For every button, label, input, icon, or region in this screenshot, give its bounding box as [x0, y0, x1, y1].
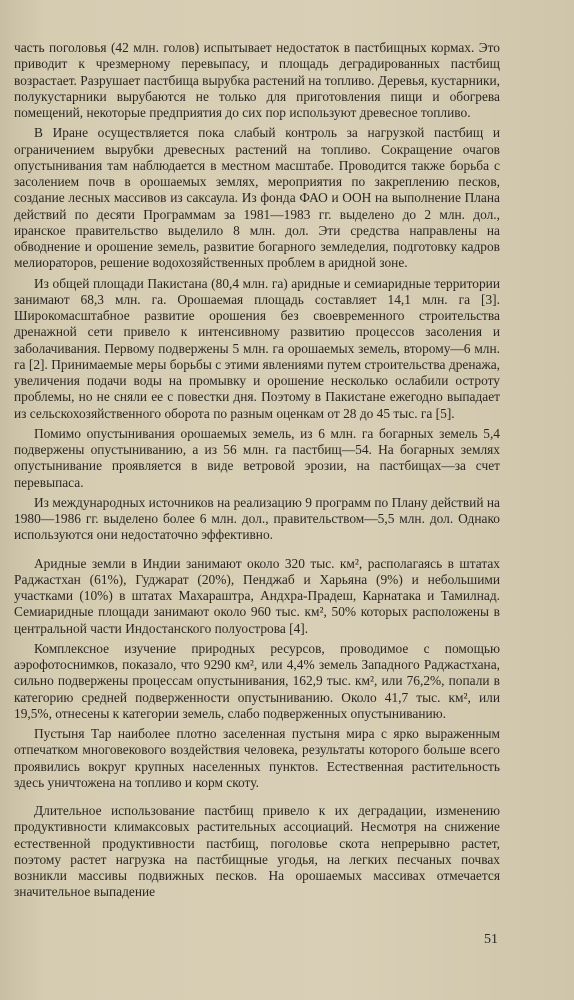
paragraph-india-arid-lands: Аридные земли в Индии занимают около 320 тыс. км², располагаясь в штатах Раджастхан (61%), Гуджарат (20%), Пенджаб и Харьяна (9%) и небольшими участками (10%) в штатах Махараштра, Андхра-Прадеш, Карнатака и Тамилнад. Семиаридные площади занимают около 960 тыс. км², 50% которых расположены в центральной части Индостанского полуострова [4]. — [14, 555, 500, 636]
page-number: 51 — [484, 932, 498, 947]
body-text — [14, 40, 500, 905]
paragraph-iran: В Иране осуществляется пока слабый контроль за нагрузкой пастбищ и ограничением вырубки древесных растений на топливо. Сокращение очагов опустынивания там наблюдается в местном масштабе. Проводится также борьба с засолением почв в орошаемых землях, мероприятия по закреплению песков, создание лесных массивов из саксаула. Из фонда ФАО и ООН на выполнение Плана действий по десяти Программам за 1981—1983 гг. выделено до 2 млн. дол., иранское правительство выделило 8 млн. дол. Эти средства направлены на обводнение и орошение земель, развитие богарного земледелия, подготовку кадров мелиораторов, решение водохозяйственных проблем в аридной зоне. — [14, 125, 500, 271]
paragraph-rajasthan-survey: Комплексное изучение природных ресурсов, проводимое с помощью аэрофотоснимков, показало, что 9290 км², или 4,4% земель Западного Раджастхана, сильно подвержены процессам опустынивания, 162,9 тыс. км², или 76,2%, попали в категорию средней подверженности опустыниванию. Около 41,7 тыс. км², или 19,5%, отнесены к категории земель, слабо подверженных опустыниванию. — [14, 640, 500, 721]
paragraph-long-term-grazing: Длительное использование пастбищ привело к их деградации, изменению продуктивности климаксовых растительных ассоциаций. Несмотря на снижение естественной продуктивности пастбищ, поголовье скота непрерывно растет, поэтому растет нагрузка на пастбищные угодья, на легких песчаных почвах возникли массивы подвижных песков. На орошаемых массивах отмечается значительное выпадение — [14, 803, 500, 900]
paragraph-pakistan-rainfed: Помимо опустынивания орошаемых земель, из 6 млн. га богарных земель 5,4 подвержены опустыниванию, а из 56 млн. га пастбищ—54. На богарных землях опустынивание проявляется в виде ветровой эрозии, на пастбищах—за счет перевыпаса. — [14, 425, 500, 490]
paragraph-pakistan-funding: Из международных источников на реализацию 9 программ по Плану действий на 1980—1986 гг. выделено более 6 млн. дол., правительством—5,5 млн. дол. Однако используются они недостаточно эффективно. — [14, 494, 500, 543]
paragraph-pakistan-irrigation: Из общей площади Пакистана (80,4 млн. га) аридные и семиаридные территории занимают 68,3 млн. га. Орошаемая площадь составляет 14,1 млн. га [3]. Широкомасштабное развитие орошения без своевременного строительства дренажной сети привело к интенсивному развитию процессов засоления и заболачивания. Первому подвержены 5 млн. га орошаемых земель, второму—6 млн. га [2]. Принимаемые меры борьбы с этими явлениями путем строительства дренажа, увеличения подачи воды на промывку и орошение несколько ослабили остроту проблемы, но не сняли ее с повестки дня. Поэтому в Пакистане ежегодно выпадает из сельскохозяйственного оборота по разным оценкам от 28 до 45 тыс. га [5]. — [14, 275, 500, 421]
paragraph-thar-desert: Пустыня Тар наиболее плотно заселенная пустыня мира с ярко выраженным отпечатком многовекового воздействия человека, результаты которого больше всего проявились вокруг крупных населенных пунктов. Естественная растительность здесь уничтожена на топливо и корм скоту. — [14, 726, 500, 790]
paragraph-pasture-degradation: часть поголовья (42 млн. голов) испытывает недостаток в пастбищных кормах. Это приводит к чрезмерному перевыпасу, и площадь деградированных пастбищ возрастает. Разрушает пастбища вырубка растений на топливо. Деревья, кустарники, полукустарники вырубаются не только для приготовления пищи и обогрева помещений, некоторые предприятия до сих пор используют древесное топливо. — [14, 40, 500, 120]
